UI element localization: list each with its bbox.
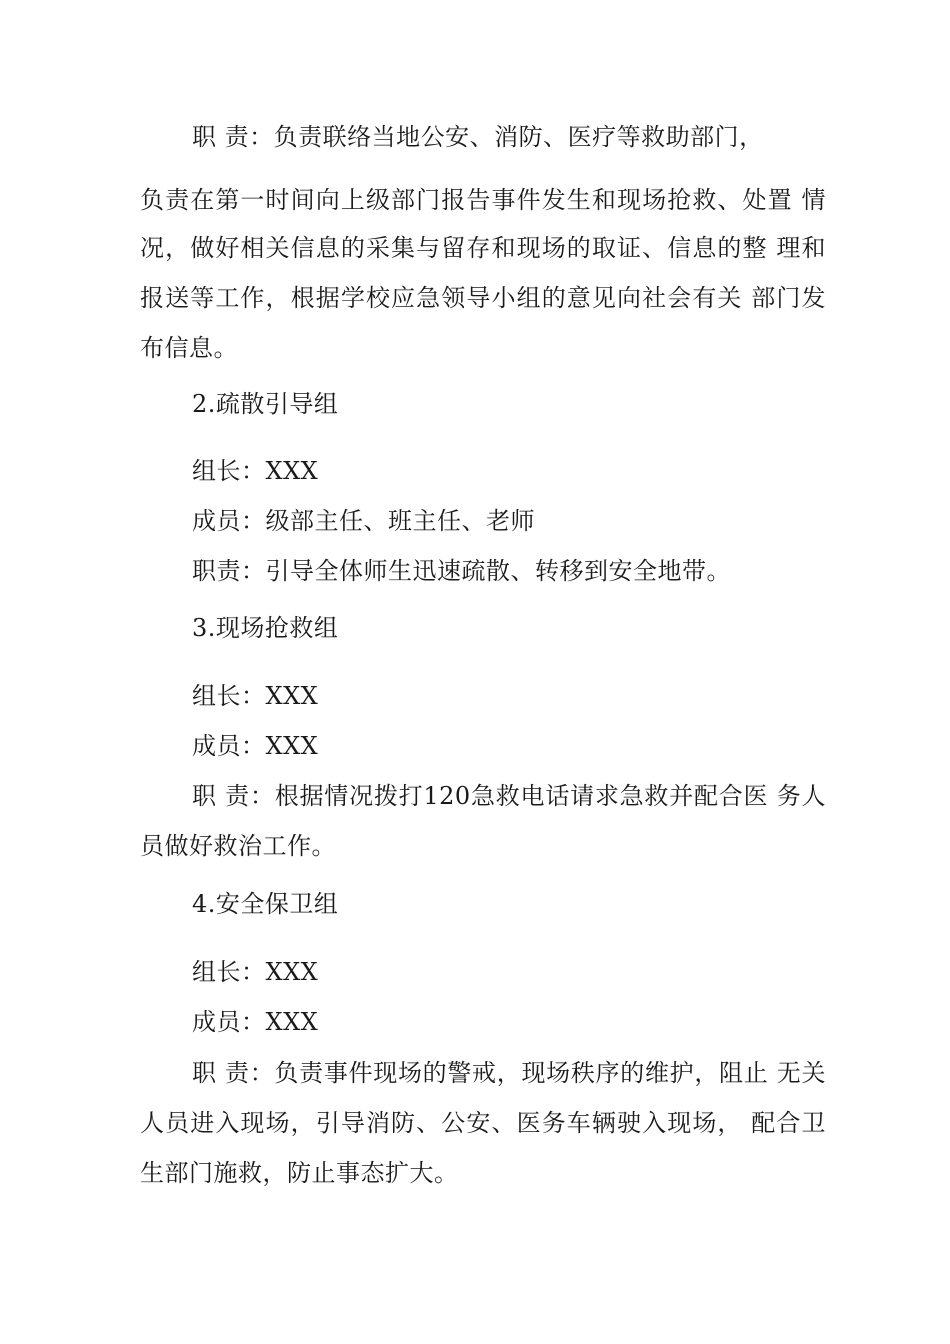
evacuation-duty: 职责：引导全体师生迅速疏散、转移到安全地带。 [192, 557, 731, 585]
section-heading-evacuation: 2.疏散引导组 [192, 390, 339, 418]
rescue-leader: 组长：XXX [192, 682, 319, 710]
security-duty-line-1: 职 责：负责事件现场的警戒，现场秩序的维护，阻止 无关 [192, 1059, 826, 1087]
paragraph-line-5: 布信息。 [140, 334, 238, 362]
security-duty-line-3: 生部门施救，防止事态扩大。 [140, 1159, 459, 1187]
evacuation-members: 成员：级部主任、班主任、老师 [192, 507, 535, 535]
rescue-members: 成员：XXX [192, 732, 319, 760]
paragraph-line-2: 负责在第一时间向上级部门报告事件发生和现场抢救、处置 情 [140, 186, 826, 214]
security-duty-line-2: 人员进入现场，引导消防、公安、医务车辆驶入现场， 配合卫 [140, 1109, 826, 1137]
security-leader: 组长：XXX [192, 958, 319, 986]
paragraph-line-3: 况，做好相关信息的采集与留存和现场的取证、信息的整 理和 [140, 234, 826, 262]
rescue-duty-line-2: 员做好救治工作。 [140, 832, 336, 860]
rescue-duty-line-1: 职 责：根据情况拨打120急救电话请求急救并配合医 务人 [192, 782, 826, 810]
security-members: 成员：XXX [192, 1008, 319, 1036]
evacuation-leader: 组长：XXX [192, 457, 319, 485]
section-heading-security: 4.安全保卫组 [192, 890, 339, 918]
paragraph-line-4: 报送等工作，根据学校应急领导小组的意见向社会有关 部门发 [140, 284, 826, 312]
paragraph-line-1: 职 责：负责联络当地公安、消防、医疗等救助部门， [192, 123, 764, 151]
section-heading-rescue: 3.现场抢救组 [192, 614, 339, 642]
